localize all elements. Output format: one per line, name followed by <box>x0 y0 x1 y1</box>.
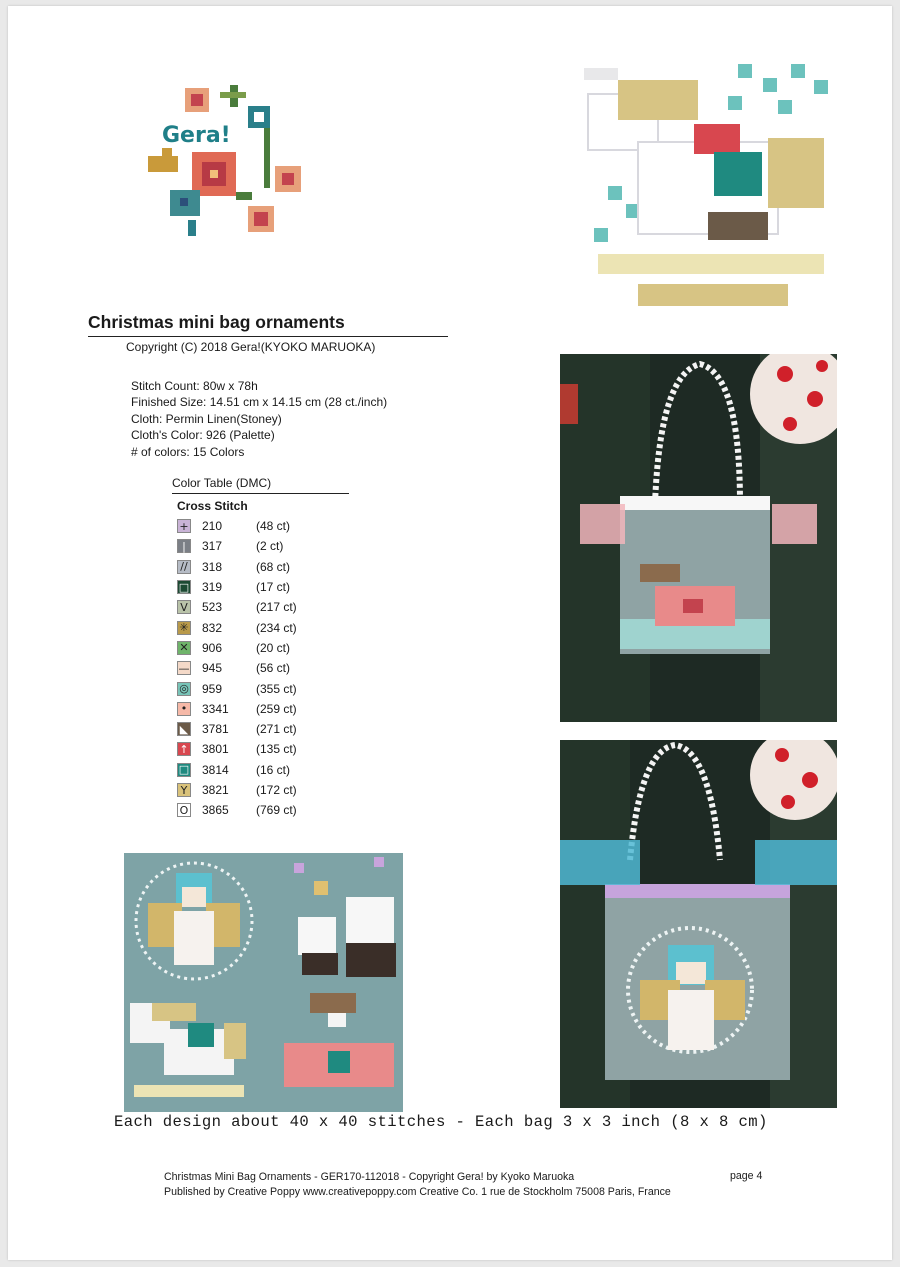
stitch-count-cell: (68 ct) <box>256 559 291 574</box>
gera-logo <box>140 80 315 245</box>
bag-body <box>620 496 770 654</box>
thread-code: 3801 <box>202 742 229 757</box>
color-table-title: Color Table (DMC) <box>172 476 349 494</box>
stitch-count-cell: (355 ct) <box>256 681 297 696</box>
color-row <box>177 536 326 556</box>
saddle-bow <box>694 124 740 154</box>
color-row <box>177 597 326 617</box>
footer <box>164 1170 671 1200</box>
pattern-preview <box>124 853 403 1112</box>
thread-code: 523 <box>202 600 223 615</box>
thread-code: 3341 <box>202 701 229 716</box>
thread-code: 906 <box>202 640 223 655</box>
logo-wreath <box>148 85 301 236</box>
thread-code: 318 <box>202 559 223 574</box>
thread-swatch-icon: ◣ <box>177 722 191 736</box>
thread-swatch-icon: ◎ <box>177 682 191 696</box>
ribbon-right <box>755 840 837 885</box>
page-title: Christmas mini bag ornaments <box>88 312 448 337</box>
footer-copyright: Christmas Mini Bag Ornaments - GER170-112018 - Copyright Gera! by Kyoko Maruoka <box>164 1171 575 1183</box>
color-row <box>177 739 326 759</box>
logo-text: Gera! <box>162 123 231 148</box>
stitch-count-cell: (259 ct) <box>256 701 297 716</box>
saddle-fringe <box>708 212 768 240</box>
thread-code: 3865 <box>202 803 229 818</box>
cloth-color: Cloth's Color: 926 (Palette) <box>131 428 275 443</box>
thread-swatch-icon: V <box>177 600 191 614</box>
horse-mane <box>618 80 698 120</box>
stitch-count-cell: (56 ct) <box>256 661 291 676</box>
thread-swatch-icon: □ <box>178 580 190 594</box>
color-row <box>177 800 326 820</box>
thread-code: 959 <box>202 681 223 696</box>
stitch-count-cell: (2 ct) <box>256 539 284 554</box>
color-row <box>177 699 326 719</box>
color-count: # of colors: 15 Colors <box>131 444 245 459</box>
stitch-count-cell: (172 ct) <box>256 783 297 797</box>
ribbon-left <box>560 840 640 885</box>
thread-code: 319 <box>202 580 223 595</box>
bag-body <box>605 884 790 1080</box>
pattern-info <box>131 378 387 460</box>
stitch-count-cell: (17 ct) <box>256 580 291 595</box>
horse-tail <box>768 138 824 208</box>
thread-swatch-icon: ↑ <box>177 742 191 756</box>
thread-swatch-icon: O <box>177 803 191 817</box>
photo-bird-bag <box>560 354 837 722</box>
rocker-base <box>598 254 824 274</box>
thread-swatch-icon: ✳ <box>177 621 191 635</box>
thread-swatch-icon: | <box>177 539 191 553</box>
thread-code: 3821 <box>202 783 229 797</box>
thread-swatch-icon: // <box>177 560 191 574</box>
stitch-count-cell: (16 ct) <box>256 762 291 777</box>
thread-code: 945 <box>202 661 223 676</box>
thread-swatch-icon: + <box>177 519 191 533</box>
thread-code: 3781 <box>202 722 229 737</box>
rocker-curve <box>638 284 788 306</box>
size-caption: Each design about 40 x 40 stitches - Each bag 3 x 3 inch (8 x 8 cm) <box>114 1113 768 1131</box>
stitch-count-cell: (135 ct) <box>256 742 297 757</box>
stitch-count-cell: (234 ct) <box>256 620 297 635</box>
thread-code: 210 <box>202 519 223 534</box>
stitch-count-cell: (48 ct) <box>256 519 291 534</box>
ribbon-left <box>580 504 625 544</box>
saddle-ornament <box>714 152 762 196</box>
color-row <box>177 719 326 739</box>
thread-swatch-icon: ✕ <box>177 641 191 655</box>
photo-angel-bag <box>560 740 837 1108</box>
color-row <box>177 678 326 698</box>
unicorn-horn <box>584 68 618 80</box>
stitch-count: Stitch Count: 80w x 78h <box>131 379 258 393</box>
thread-code: 317 <box>202 539 223 554</box>
thread-swatch-icon: • <box>177 702 191 716</box>
page-number: page 4 <box>730 1170 763 1182</box>
color-row <box>177 658 326 678</box>
rocking-horse-motif <box>578 58 838 314</box>
color-table <box>177 516 326 820</box>
thread-code: 3814 <box>202 762 229 777</box>
cross-stitch-heading: Cross Stitch <box>177 499 248 513</box>
color-row <box>177 638 326 658</box>
color-row <box>177 516 326 536</box>
finished-size: Finished Size: 14.51 cm x 14.15 cm (28 ct./inch) <box>131 395 388 410</box>
thread-code: 832 <box>202 620 223 635</box>
stitch-count-cell: (20 ct) <box>256 640 291 655</box>
thread-swatch-icon: — <box>178 661 190 675</box>
ribbon-right <box>772 504 817 544</box>
stitch-count-cell: (271 ct) <box>256 722 297 737</box>
color-row <box>177 577 326 597</box>
color-row <box>177 780 326 800</box>
copyright-line: Copyright (C) 2018 Gera!(KYOKO MARUOKA) <box>126 340 376 354</box>
stitch-count-cell: (217 ct) <box>256 600 297 615</box>
stitch-count-cell: (769 ct) <box>256 803 297 818</box>
footer-publisher: Published by Creative Poppy www.creativepoppy.com Creative Co. 1 rue de Stockholm 75008 Paris, France <box>164 1186 671 1198</box>
color-row <box>177 557 326 577</box>
thread-swatch-icon: Y <box>177 783 191 797</box>
color-row <box>177 617 326 637</box>
thread-swatch-icon: □ <box>178 763 190 777</box>
color-row <box>177 760 326 780</box>
cloth: Cloth: Permin Linen(Stoney) <box>131 411 282 426</box>
